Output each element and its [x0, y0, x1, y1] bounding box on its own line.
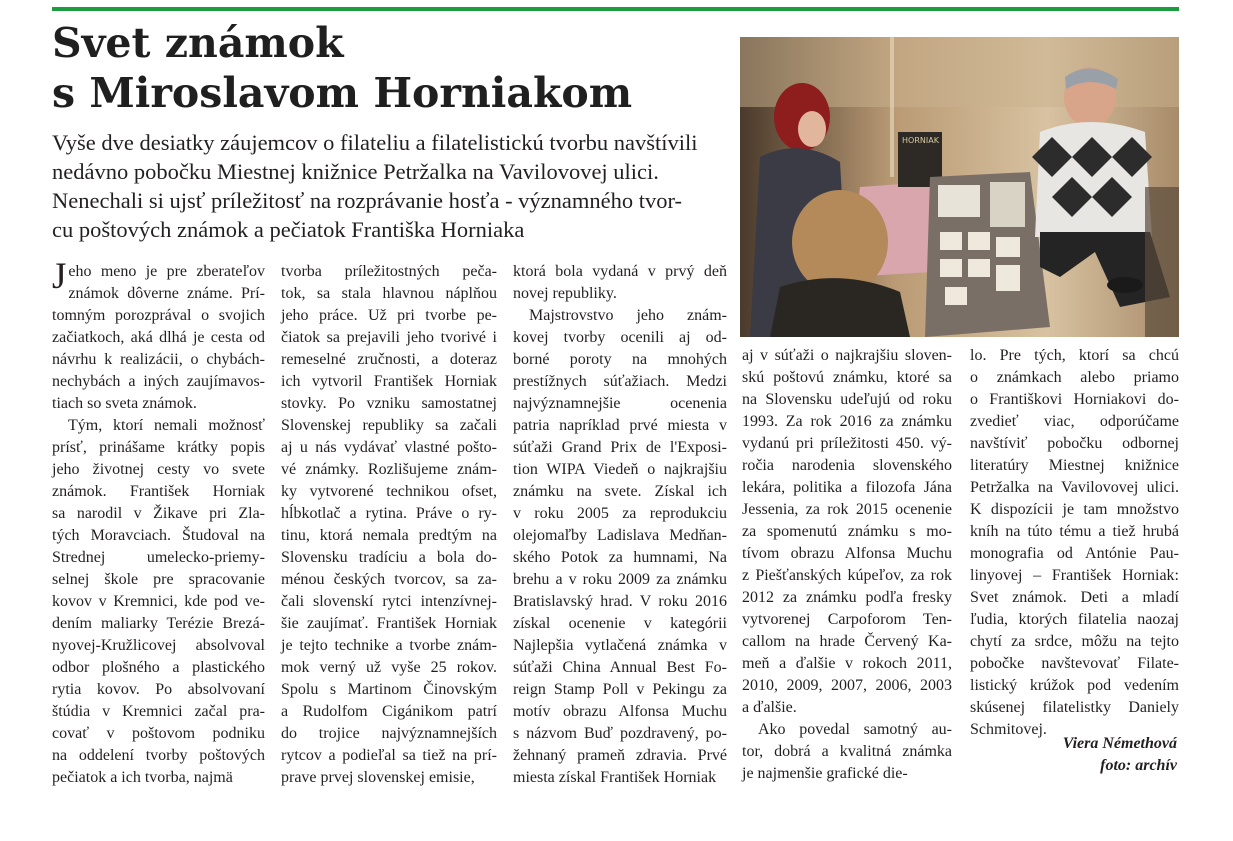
article-text-line: meň a ďalšie v rokoch 2011, [742, 655, 952, 672]
article-text-line: o známkach alebo priamo [970, 369, 1179, 386]
article-text-line: Petržalka na Vavilovovej ulici. [970, 479, 1179, 496]
article-text-line: pobočke navštevovať Filate- [970, 655, 1179, 672]
article-text-line: novej republiky. [513, 285, 617, 302]
article-text-line: a ďalšie. [742, 699, 797, 716]
article-column-4 [742, 345, 952, 785]
article-text-line: je tejto technike a tvorbe znám- [281, 637, 497, 654]
article-text-line: ktorá bola vydaná v prvý deň [513, 263, 727, 280]
article-column-5 [970, 345, 1179, 741]
article-text-line: vé známky. Rozlišujeme znám- [281, 461, 497, 478]
article-text-line: nechybách a iných zaujímavos- [52, 373, 265, 390]
article-text-line: linyovej – František Horniak: [970, 567, 1179, 584]
article-text-line: o Františkovi Horniakovi do- [970, 391, 1179, 408]
article-text-line: stovky. Po vzniku samostatnej [281, 395, 497, 412]
article-text-line: chytí za srdce, môžu na tejto [970, 633, 1179, 650]
article-text-line: súťaži China Annual Best Fo- [513, 659, 727, 676]
article-text-line: skú poštovú známku, ktoré sa [742, 369, 952, 386]
article-text-line: kníh na túto tému a tiež hrubá [970, 523, 1179, 540]
photo-illustration [740, 37, 1179, 337]
article-text-line: za spomenutú známku s mo- [742, 523, 952, 540]
article-text-line: aj v súťaži o najkrajšiu sloven- [742, 347, 952, 364]
article-text-line: skúsenej filatelistky Daniely [970, 699, 1179, 716]
article-text-line: sa narodil v Žikave pri Zla- [52, 505, 265, 522]
article-text-line: ky vytvorené technikou ofset, [281, 483, 497, 500]
article-column-2 [281, 261, 497, 789]
article-text-line: známok. František Horniak [52, 483, 265, 500]
article-text-line: Bratislavský hrad. V roku 2016 [513, 593, 727, 610]
article-text-line: jeho životnej cesty vo svete [52, 461, 265, 478]
article-text-line: čali slovenskí rytci intenzívnej- [281, 593, 497, 610]
article-text-line: dením maliarky Terézie Brezá- [52, 615, 265, 632]
article-text-line: žehnaný prameň zdravia. Prvé [513, 747, 727, 764]
article-text-line: prave prvej slovenskej emisie, [281, 769, 475, 786]
article-column-1 [52, 256, 265, 789]
article-text-line: súťaži Grand Prix de l'Exposi- [513, 439, 727, 456]
article-text-line: čiatok sa prejavili jeho tvorivé i [281, 329, 497, 346]
article-text-line: hĺbkotlač a rytina. Práve o ry- [281, 505, 497, 522]
article-text-line: Schmitovej. [970, 721, 1047, 738]
article-text-line: štúdia v Kremnici začal pra- [52, 703, 265, 720]
article-text-line: Ako povedal samotný au- [758, 721, 952, 738]
article-text-line: Slovenskej republiky sa začali [281, 417, 497, 434]
article-text-line: tých Moravciach. Študoval na [52, 527, 265, 544]
article-text-line: Spolu s Martinom Činovským [281, 681, 497, 698]
article-text-line: ich vytvoril František Horniak [281, 373, 497, 390]
article-text-line: získal ocenenie v kategórii [513, 615, 727, 632]
article-text-line: tvorba príležitostných peča- [281, 263, 497, 280]
photo-credit: foto: archív [1100, 757, 1177, 774]
article-text-line: na Slovensku udeľujú od roku [742, 391, 952, 408]
article-text-line: nyovej-Kružlicovej absolvoval [52, 637, 265, 654]
article-text-line: borné poroty na mnohých [513, 351, 727, 368]
article-text-line: najvýznamnejšie ocenenia [513, 395, 727, 412]
article-text-line: rytcov a podieľal sa tiež na prí- [281, 747, 497, 764]
article-text-line: v roku 2005 za reprodukciu [513, 505, 727, 522]
article-title [52, 18, 732, 118]
article-text-line: eho meno je pre zberateľov [68, 263, 265, 280]
article-text-line: miesta získal František Horniak [513, 769, 717, 786]
article-text-line: odbor plošného a plastického [52, 659, 265, 676]
lead-line: cu poštových známok a pečiatok Františka Horniaka [52, 217, 525, 242]
article-text-line: covať v poštovom podniku [52, 725, 265, 742]
article-text-line: šie zaujímať. František Horniak [281, 615, 497, 632]
article-text-line: Tým, ktorí nemali možnosť [68, 417, 265, 434]
article-text-line: lekára, politika a filozofa Jána [742, 479, 952, 496]
article-text-line: 1993. Za rok 2016 za známku [742, 413, 952, 430]
article-text-line: jeho práce. Už pri tvorbe pe- [281, 307, 497, 324]
article-text-line: z Piešťanských kúpeľov, za rok [742, 567, 952, 584]
article-text-line: do trojice najvýznamnejších [281, 725, 497, 742]
article-text-line: olejomaľby Ladislava Medňan- [513, 527, 727, 544]
article-text-line: tion WIPA Viedeň o najkrajšiu [513, 461, 727, 478]
article-text-line: callom na hrade Červený Ka- [742, 633, 952, 650]
article-text-line: prestížnych súťažiach. Medzi [513, 373, 727, 390]
article-text-line: je najmenšie grafické die- [742, 765, 908, 782]
article-text-line: pečiatok a ich tvorba, najmä [52, 769, 233, 786]
article-text-line: listický krúžok pod vedením [970, 677, 1179, 694]
article-text-line: motív obrazu Alfonsa Muchu [513, 703, 727, 720]
article-text-line: a Rudolfom Cigánikom patrí [281, 703, 497, 720]
article-text-line: tiach so sveta známok. [52, 395, 197, 412]
article-text-line: začiatkoch, aká dlhá je cesta od [52, 329, 265, 346]
article-text-line: tor, dobrá a kvalitná známka [742, 743, 952, 760]
article-text-line: Najlepšia vytlačená známka v [513, 637, 727, 654]
article-text-line: 2010, 2009, 2007, 2006, 2003 [742, 677, 952, 694]
article-text-line: tok, sa stala hlavnou náplňou [281, 285, 497, 302]
article-text-line: aj u nás vydávať vlastné pošto- [281, 439, 497, 456]
article-text-line: návrhu k realizácii, o chybách- [52, 351, 265, 368]
article-text-line: ročia narodenia slovenského [742, 457, 952, 474]
article-text-line: kovov v Kremnici, kde pod ve- [52, 593, 265, 610]
article-photo [740, 37, 1179, 337]
article-text-line: Majstrovstvo jeho znám- [529, 307, 727, 324]
article-text-line: ľudia, ktorých filatelia naozaj [970, 611, 1179, 628]
article-text-line: selnej škole pre spracovanie [52, 571, 265, 588]
article-text-line: s názvom Buď pozdravený, po- [513, 725, 727, 742]
article-text-line: lo. Pre tých, ktorí sa chcú [970, 347, 1179, 364]
book-cover-text: HORNIAK [902, 136, 939, 145]
article-text-line: monografia od Antónie Pau- [970, 545, 1179, 562]
author-name: Viera Némethová [1062, 735, 1177, 752]
article-text-line: Strednej umelecko-priemy- [52, 549, 265, 566]
article-byline [1063, 733, 1177, 777]
article-text-line: známku na svete. Získal ich [513, 483, 727, 500]
article-text-line: prísť, prinášame krátky popis [52, 439, 265, 456]
article-text-line: zvedieť viac, odporúčame [970, 413, 1179, 430]
lead-line: Vyše dve desiatky záujemcov o filateliu a filatelistickú tvorbu navštívili [52, 130, 698, 155]
article-lead [52, 128, 732, 244]
dropcap: J [52, 256, 67, 297]
article-text-line: rytia kovov. Po absolvovaní [52, 681, 265, 698]
lead-line: nedávno pobočku Miestnej knižnice Petržalka na Vavilovovej ulici. [52, 159, 659, 184]
article-text-line: reign Stamp Poll v Pekingu za [513, 681, 727, 698]
article-text-line: vydanú pri príležitosti 450. vý- [742, 435, 952, 452]
article-text-line: na oddelení tvorby poštových [52, 747, 265, 764]
header-accent-bar [52, 7, 1179, 11]
article-text-line: brehu a v roku 2009 za známku [513, 571, 727, 588]
article-text-line: patria napríklad prvé miesta v [513, 417, 727, 434]
article-text-line: ménou českých tvorcov, sa za- [281, 571, 497, 588]
article-text-line: mok verný už vyše 25 rokov. [281, 659, 497, 676]
article-text-line: Slovensku tradíciu a bola do- [281, 549, 497, 566]
title-line-2: s Miroslavom Horniakom [52, 69, 633, 117]
article-text-line: kovej tvorby ocenili aj od- [513, 329, 727, 346]
article-text-line: známok dôverne známe. Prí- [68, 285, 265, 302]
article-text-line: navštíviť pobočku odbornej [970, 435, 1179, 452]
article-text-line: Jessenia, za rok 2015 ocenenie [742, 501, 952, 518]
title-line-1: Svet známok [52, 19, 344, 67]
article-text-line: literatúry Miestnej knižnice [970, 457, 1179, 474]
article-text-line: tinu, ktorá nemala predtým na [281, 527, 497, 544]
lead-line: Nenechali si ujsť príležitosť na rozprávanie hosťa - významného tvor- [52, 188, 683, 213]
article-text-line: K dispozícii je tam množstvo [970, 501, 1179, 518]
article-text-line: tívom obrazu Alfonsa Muchu [742, 545, 952, 562]
article-column-3 [513, 261, 727, 789]
article-text-line: Svet známok. Deti a mladí [970, 589, 1179, 606]
article-text-line: ského Potok za humnami, Na [513, 549, 727, 566]
article-text-line: 2012 za známku podľa fresky [742, 589, 952, 606]
article-text-line: remeselné zručnosti, a doteraz [281, 351, 497, 368]
article-text-line: tomným porozprával o svojich [52, 307, 265, 324]
article-text-line: vytvorenej Carpoforom Ten- [742, 611, 952, 628]
